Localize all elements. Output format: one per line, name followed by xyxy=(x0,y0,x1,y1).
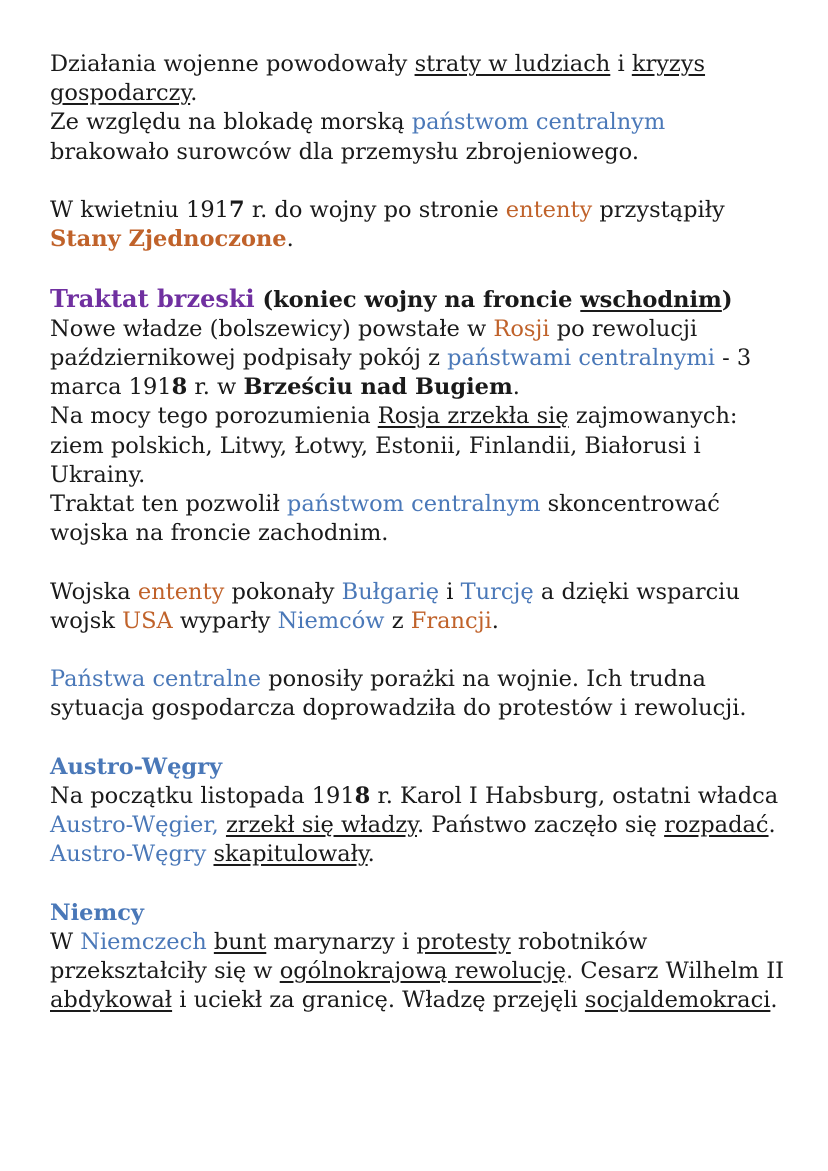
paragraph-russia-renounces: Na mocy tego porozumienia Rosja zrzekła się zajmowanych: ziem polskich, Litwy, Łotwy, Estonii, Finlandii, Białorusi i Ukrainy. xyxy=(50,403,738,488)
spacer xyxy=(50,870,790,899)
section-heading-austria-hungary: Austro-Węgry xyxy=(50,753,223,780)
paragraph-german-revolution: W Niemczech bunt marynarzy i protesty robotników przekształciły się w ogólnokrajową rewolucję. Cesarz Wilhelm II abdykował i uciekł za granicę. Władzę przejęli socjaldemokraci. xyxy=(50,929,784,1014)
paragraph-bolsheviks: Nowe władze (bolszewicy) powstałe w Rosji po rewolucji październikowej podpisały pokój z państwami centralnymi - 3 marca 1918 r. w Brześciu nad Bugiem. xyxy=(50,315,752,401)
paragraph-habsburg: Na początku listopada 1918 r. Karol I Habsburg, ostatni władca Austro-Węgier, zrzekł się władzy. Państwo zaczęło się rozpadać. Austro-Węgry skapitulowały. xyxy=(50,783,779,868)
document-body xyxy=(50,50,790,1016)
section-heading-germany: Niemcy xyxy=(50,899,145,926)
paragraph-war-losses: Działania wojenne powodowały straty w ludziach i kryzys gospodarczy. xyxy=(50,51,706,107)
section-heading-brest-treaty: Traktat brzeski (koniec wojny na froncie wschodnim) xyxy=(50,283,733,313)
paragraph-central-powers-defeats: Państwa centralne ponosiły porażki na wojnie. Ich trudna sytuacja gospodarcza doprowadziła do protestów i rewolucji. xyxy=(50,666,747,722)
spacer xyxy=(50,724,790,753)
paragraph-usa-entry: W kwietniu 1917 r. do wojny po stronie ententy przystąpiły Stany Zjednoczone. xyxy=(50,197,725,253)
paragraph-blockade: Ze względu na blokadę morską państwom centralnym brakowało surowców dla przemysłu zbrojeniowego. xyxy=(50,109,666,165)
spacer xyxy=(50,167,790,196)
spacer xyxy=(50,636,790,665)
paragraph-entente-victories: Wojska ententy pokonały Bułgarię i Turcję a dzięki wsparciu wojsk USA wyparły Niemców z Francji. xyxy=(50,578,740,634)
paragraph-western-front: Traktat ten pozwolił państwom centralnym skoncentrować wojska na froncie zachodnim. xyxy=(50,491,720,547)
spacer xyxy=(50,548,790,577)
spacer xyxy=(50,254,790,283)
